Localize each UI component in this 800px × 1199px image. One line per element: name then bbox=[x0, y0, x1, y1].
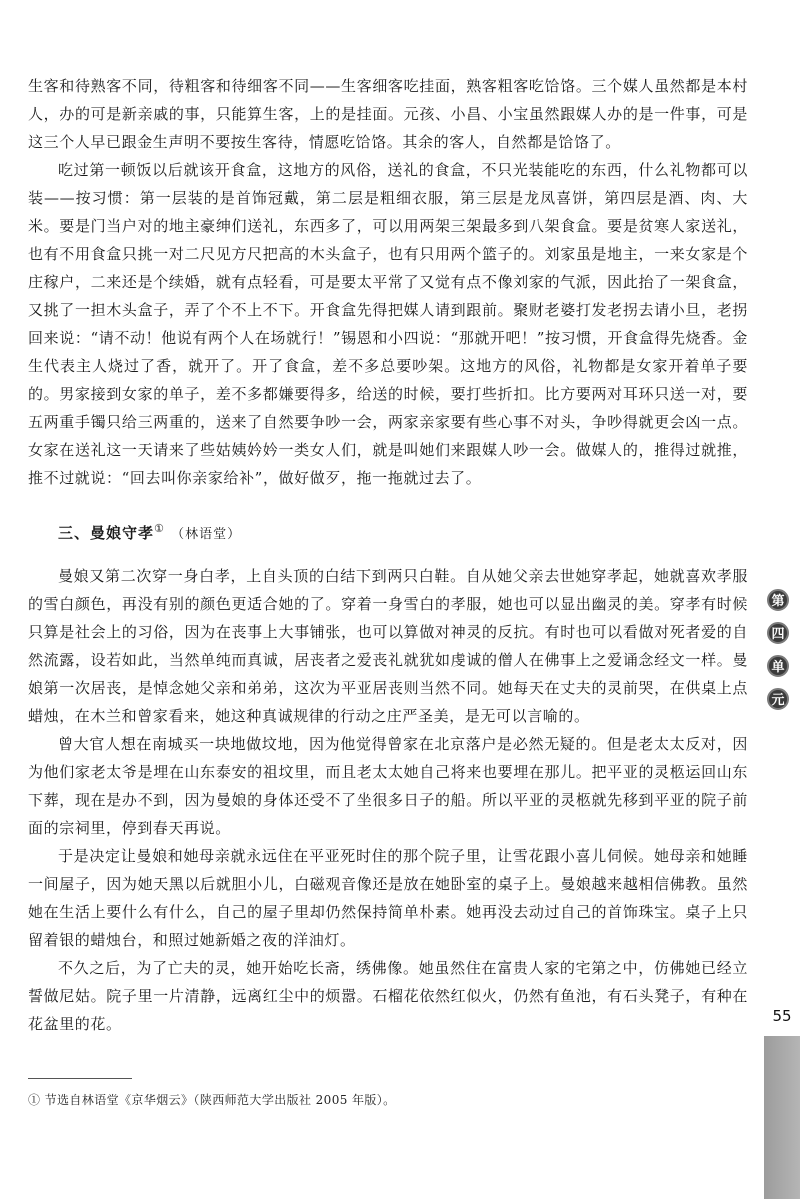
paragraph: 曼娘又第二次穿一身白孝，上自头顶的白结下到两只白鞋。自从她父亲去世她穿孝起，她就喜欢孝服的雪白颜色，再没有别的颜色更适合她的了。穿着一身雪白的孝服，她也可以显出幽灵的美。穿孝有时候只算是社会上的习俗，因为在丧事上大事铺张，也可以算做对神灵的反抗。有时也可以看做对死者爱的自然流露，设若如此，当然单纯而真诚，居丧者之爱丧礼就犹如虔诚的僧人在佛事上之爱诵念经文一样。曼娘第一次居丧，是悼念她父亲和弟弟，这次为平亚居丧则当然不同。她每天在丈夫的灵前哭，在供桌上点蜡烛，在木兰和曾家看来，她这种真诚规律的行动之庄严圣美，是无可以言喻的。 bbox=[28, 567, 748, 725]
bottom-text-block bbox=[28, 562, 748, 1038]
unit-tab bbox=[764, 583, 792, 715]
page-number: 55 bbox=[764, 998, 800, 1034]
unit-tab-char: 四 bbox=[767, 622, 789, 644]
paragraph: 不久之后，为了亡夫的灵，她开始吃长斋，绣佛像。她虽然住在富贵人家的宅第之中，仿佛她已经立誓做尼姑。院子里一片清静，远离红尘中的烦嚣。石榴花依然红似火，仍然有鱼池，有石头凳子，有种在花盆里的花。 bbox=[28, 959, 748, 1033]
section-title: 三、曼娘守孝 bbox=[58, 524, 155, 542]
unit-tab-char: 第 bbox=[767, 589, 789, 611]
unit-tab-char: 元 bbox=[767, 688, 789, 710]
footnote-marker[interactable]: ① bbox=[154, 522, 165, 535]
paragraph: 吃过第一顿饭以后就该开食盒，这地方的风俗，送礼的食盒，不只光装能吃的东西，什么礼物都可以装——按习惯：第一层装的是首饰冠戴，第二层是粗细衣服，第三层是龙凤喜饼，第四层是酒、肉、大米。要是门当户对的地主豪绅们送礼，东西多了，可以用两架三架最多到八架食盒。要是贫寒人家送礼，也有不用食盒只挑一对二尺见方尺把高的木头盒子，也有只用两个篮子的。刘家虽是地主，一来女家是个庄稼户，二来还是个续婚，就有点轻看，可是要太平常了又觉有点不像刘家的气派，因此抬了一架食盒，又挑了一担木头盒子，弄了个不上不下。开食盒先得把媒人请到跟前。聚财老婆打发老拐去请小旦，老拐回来说：“请不动！他说有两个人在场就行！”锡恩和小四说：“那就开吧！”按习惯，开食盒得先烧香。金生代表主人烧过了香，就开了。开了食盒，差不多总要吵架。这地方的风俗，礼物都是女家开着单子要的。男家接到女家的单子，差不多都嫌要得多，给送的时候，要打些折扣。比方要两对耳环只送一对，要五两重手镯只给三两重的，送来了自然要争吵一会，两家亲家要有些心事不对头，争吵得就更会凶一点。女家在送礼这一天请来了些姑姨妗妗一类女人们，就是叫她们来跟媒人吵一会。做媒人的，推得过就推，推不过就说：“回去叫你亲家给补”，做好做歹，拖一拖就过去了。 bbox=[28, 161, 748, 487]
page-edge-tab bbox=[764, 1036, 800, 1199]
top-text-block bbox=[28, 72, 748, 492]
paragraph-continued: 生客和待熟客不同，待粗客和待细客不同——生客细客吃挂面，熟客粗客吃饸饹。三个媒人虽然都是本村人，办的可是新亲戚的事，只能算生客，上的是挂面。元孩、小昌、小宝虽然跟媒人办的是一件事，可是这三个人早已跟金生声明不要按生客待，情愿吃饸饹。其余的客人，自然都是饸饹了。 bbox=[28, 77, 748, 151]
footnote-divider bbox=[28, 1078, 132, 1079]
unit-tab-char: 单 bbox=[767, 655, 789, 677]
paragraph: 于是决定让曼娘和她母亲就永远住在平亚死时住的那个院子里，让雪花跟小喜儿伺候。她母亲和她睡一间屋子，因为她天黑以后就胆小儿，白磁观音像还是放在她卧室的桌子上。曼娘越来越相信佛教。虽然她在生活上要什么有什么，自己的屋子里却仍然保持简单朴素。她再没去动过自己的首饰珠宝。桌子上只留着银的蜡烛台，和照过她新婚之夜的洋油灯。 bbox=[28, 847, 748, 949]
footnote: ① 节选自林语堂《京华烟云》（陕西师范大学出版社 2005 年版）。 bbox=[28, 1093, 396, 1107]
section-author: （林语堂） bbox=[171, 527, 242, 542]
section-heading bbox=[58, 522, 241, 543]
paragraph: 曾大官人想在南城买一块地做坟地，因为他觉得曾家在北京落户是必然无疑的。但是老太太反对，因为他们家老太爷是埋在山东泰安的祖坟里，而且老太太她自己将来也要埋在那儿。把平亚的灵柩运回山东下葬，现在是办不到，因为曼娘的身体还受不了坐很多日子的船。所以平亚的灵柩就先移到平亚的院子前面的宗祠里，停到春天再说。 bbox=[28, 735, 748, 837]
